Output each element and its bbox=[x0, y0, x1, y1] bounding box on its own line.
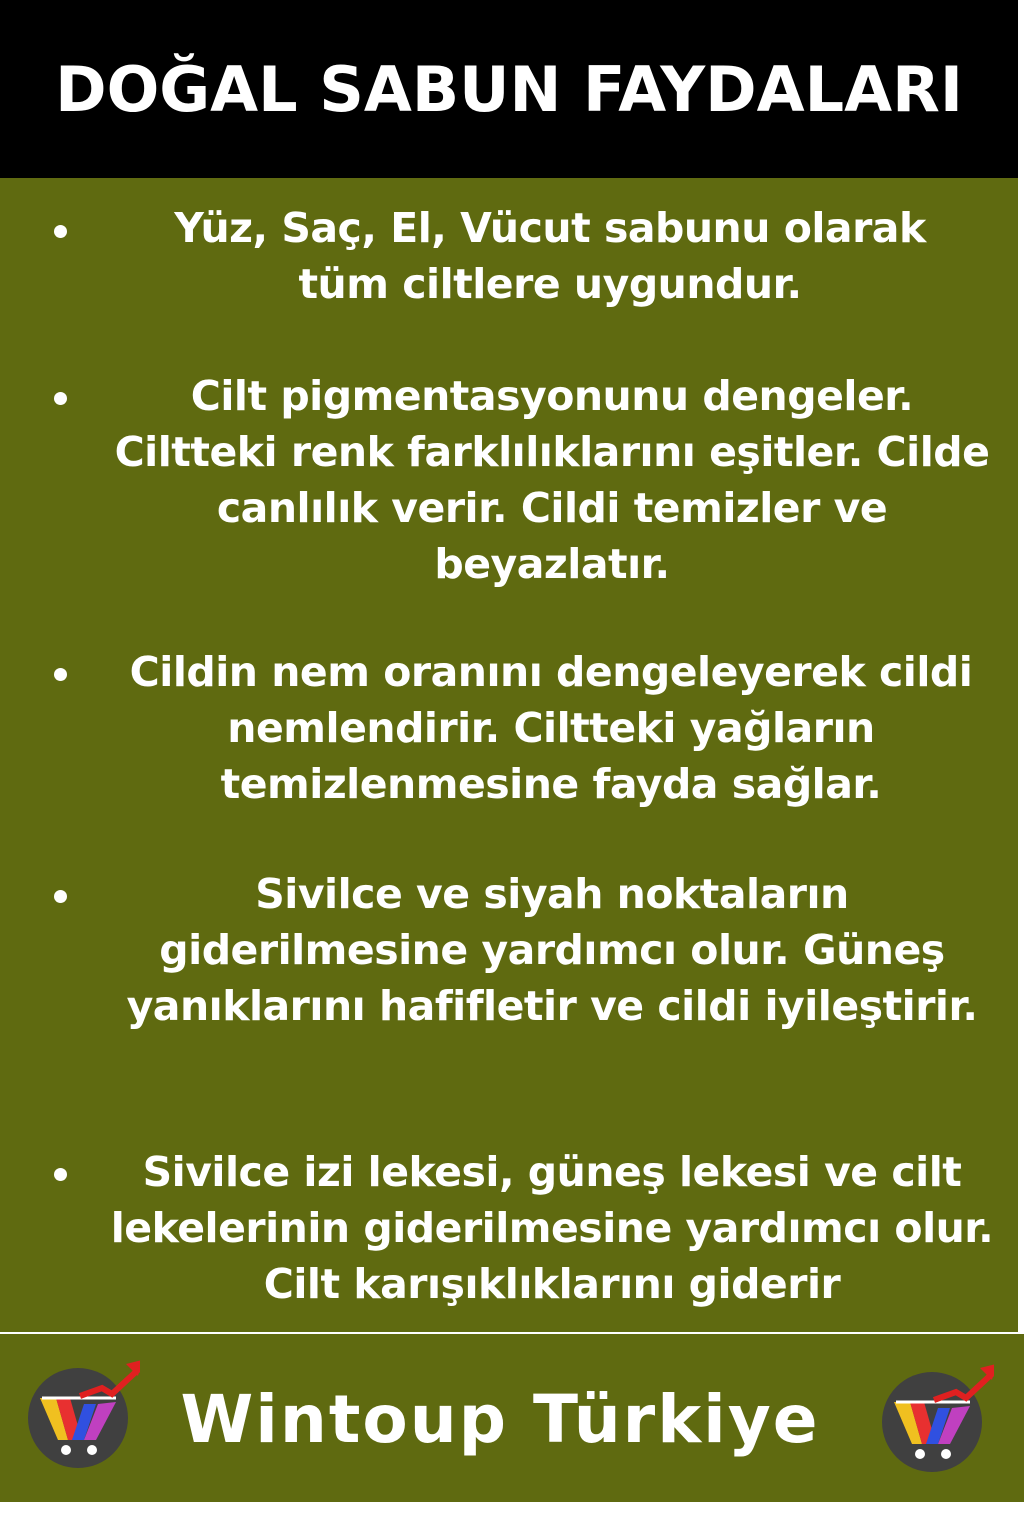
page-title: DOĞAL SABUN FAYDALARI bbox=[55, 52, 963, 126]
wintoup-cart-logo-icon bbox=[22, 1354, 140, 1472]
benefit-text: Sivilce ve siyah noktaların giderilmesine yardımcı olur. Güneş yanıklarını hafifletir ve cildi iyileştirir. bbox=[126, 870, 978, 1030]
benefit-text: Cildin nem oranını dengeleyerek cildi nemlendirir. Ciltteki yağların temizlenmesine fayda sağlar. bbox=[129, 648, 973, 808]
bullet-icon bbox=[54, 392, 67, 405]
footer-banner bbox=[0, 1334, 1024, 1502]
benefits-panel bbox=[0, 178, 1018, 1332]
benefit-text: Cilt pigmentasyonunu dengeler. Ciltteki renk farklılıklarını eşitler. Cilde canlılık verir. Cildi temizler ve beyazlatır. bbox=[114, 372, 990, 588]
header-banner bbox=[0, 0, 1018, 178]
bullet-icon bbox=[54, 890, 67, 903]
benefit-text: Sivilce izi lekesi, güneş lekesi ve cilt lekelerinin giderilmesine yardımcı olur. Cilt karışıklıklarını giderir bbox=[110, 1148, 994, 1308]
bullet-icon bbox=[54, 1168, 67, 1181]
brand-name: Wintoup Türkiye bbox=[180, 1381, 820, 1458]
bottom-margin bbox=[0, 1502, 1024, 1536]
bullet-icon bbox=[54, 668, 67, 681]
bullet-icon bbox=[54, 225, 67, 238]
benefit-text: Yüz, Saç, El, Vücut sabunu olarak tüm ciltlere uygundur. bbox=[174, 204, 926, 308]
wintoup-cart-logo-icon bbox=[876, 1358, 994, 1476]
